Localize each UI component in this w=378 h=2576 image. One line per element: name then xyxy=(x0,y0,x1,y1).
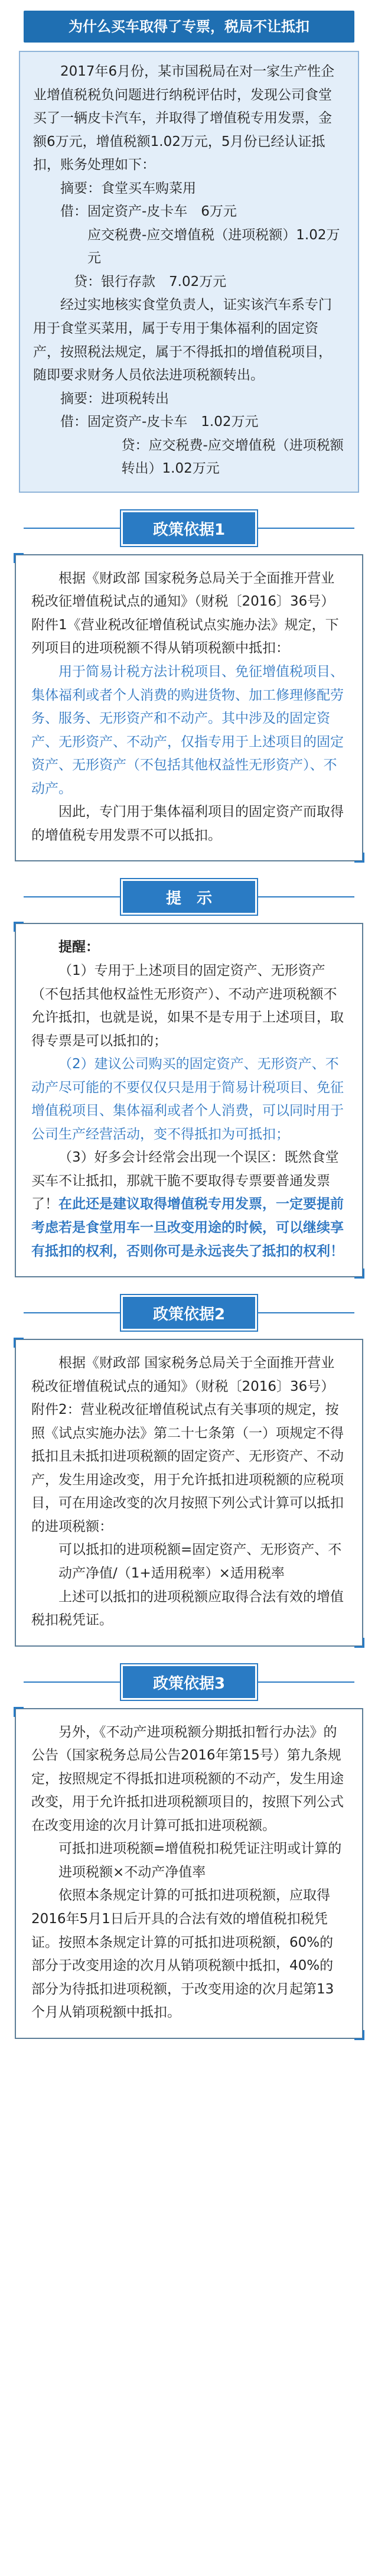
tips-heading-label: 提 示 xyxy=(121,879,257,915)
tips-heading xyxy=(0,879,378,915)
policy2-heading-label: 政策依据2 xyxy=(121,1295,257,1331)
policy3-formula: 可抵扣进项税额=增值税扣税凭证注明或计算的进项税额×不动产净值率 xyxy=(58,1841,342,1880)
policy2-heading xyxy=(0,1295,378,1331)
policy2-formula: 可以抵扣的进项税额=固定资产、无形资产、不动产净值/（1+适用税率）×适用税率 xyxy=(58,1542,342,1581)
policy3-box xyxy=(15,1708,363,2039)
policy3-paragraph-2: 依照本条规定计算的可抵扣进项税额，应取得2016年5月1日后开具的合法有效的增值税扣税凭证。按照本条规定计算的可抵扣进项税额，60%的部分于改变用途的次月从销项税额中抵扣，40%的部分为待抵扣进项税额，于改变用途的次月起第13个月从销项税额中抵扣。 xyxy=(31,1888,334,2021)
entry2-summary: 摘要：进项税转出 xyxy=(60,391,169,406)
tip-3-emphasis: 在此还是建议取得增值税专用发票，一定要提前考虑若是食堂用车一旦改变用途的时候，可以继续享有抵扣的权利，否则你可是永远丧失了抵扣的权利！ xyxy=(31,1196,344,1259)
policy3-paragraph-1: 另外，《不动产进项税额分期抵扣暂行办法》的公告（国家税务总局公告2016年第15号）第九条规定，按照规定不得抵扣进项税额的不动产，发生用途改变，用于允许抵扣进项税额项目的，按照下列公式在改变用途的次月计算可抵扣进项税额。 xyxy=(31,1724,344,1833)
policy3-heading-label: 政策依据3 xyxy=(121,1664,257,1700)
tip-3 xyxy=(31,1146,347,1263)
article-title: 为什么买车取得了专票，税局不让抵扣 xyxy=(24,11,354,43)
policy1-heading-label: 政策依据1 xyxy=(121,510,257,546)
policy2-paragraph-1: 根据《财政部 国家税务总局关于全面推开营业税改征增值税试点的通知》（财税〔2016〕36号）附件2：营业税改征增值税试点有关事项的规定，按照《试点实施办法》第二十七条第（一）项规定不得抵扣且未抵扣进项税额的固定资产、无形资产、不动产，发生用途改变，用于允许抵扣进项税额的应税项目，可在用途改变的次月按照下列公式计算可以抵扣的进项税额： xyxy=(31,1355,344,1534)
policy1-paragraph-2: 用于简易计税方法计税项目、免征增值税项目、集体福利或者个人消费的购进货物、加工修理修配劳务、服务、无形资产和不动产。其中涉及的固定资产、无形资产、不动产，仅指专用于上述项目的固定资产、无形资产（不包括其他权益性无形资产）、不动产。 xyxy=(31,664,344,796)
entry1-debit2: 应交税费-应交增值税（进项税额）1.02万元 xyxy=(87,227,340,266)
policy3-heading xyxy=(0,1664,378,1700)
entry1-credit: 贷：银行存款 7.02万元 xyxy=(74,274,227,290)
entry1-summary: 摘要：食堂买车购菜用 xyxy=(60,180,196,196)
tips-box xyxy=(15,923,363,1277)
policy2-paragraph-2: 上述可以抵扣的进项税额应取得合法有效的增值税扣税凭证。 xyxy=(31,1589,344,1628)
entry2-credit: 贷：应交税费-应交增值税（进项税额转出）1.02万元 xyxy=(121,437,344,477)
tip-2: （2）建议公司购买的固定资产、无形资产、不动产尽可能的不要仅仅只是用于简易计税项目、免征增值税项目、集体福利或者个人消费，可以同时用于公司生产经营活动，变不得抵扣为可抵扣； xyxy=(31,1056,344,1142)
tip-1: （1）专用于上述项目的固定资产、无形资产（不包括其他权益性无形资产）、不动产进项税额不允许抵扣，也就是说，如果不是专用于上述项目，取得专票是可以抵扣的； xyxy=(31,962,344,1049)
policy1-paragraph-1: 根据《财政部 国家税务总局关于全面推开营业税改征增值税试点的通知》（财税〔2016〕36号）附件1《营业税改征增值税试点实施办法》规定，下列项目的进项税额不得从销项税额中抵扣： xyxy=(31,570,339,656)
policy2-box xyxy=(15,1339,363,1647)
policy1-box xyxy=(15,554,363,862)
policy1-paragraph-3: 因此，专门用于集体福利项目的固定资产而取得的增值税专用发票不可以抵扣。 xyxy=(31,804,344,843)
entry2-debit: 借：固定资产-皮卡车 1.02万元 xyxy=(60,414,259,430)
entry1-debit: 借：固定资产-皮卡车 6万元 xyxy=(60,204,237,220)
tip-3-text: （3）好多会计经常会出现一个误区：既然食堂买车不让抵扣，那就干脆不要取得专票要普通发票了！ xyxy=(31,1150,339,1212)
case-intro: 2017年6月份，某市国税局在对一家生产性企业增值税税负问题进行纳税评估时，发现公司食堂买了一辆皮卡汽车，并取得了增值税专用发票，金额6万元，增值税额1.02万元，5月份已经认证抵扣，账务处理如下： xyxy=(33,64,335,173)
case-box xyxy=(19,51,359,493)
tips-label: 提醒： xyxy=(58,939,99,955)
policy1-heading xyxy=(0,510,378,546)
case-finding: 经过实地核实食堂负责人，证实该汽车系专门用于食堂买菜用，属于专用于集体福利的固定资产，按照税法规定，属于不得抵扣的增值税项目，随即要求财务人员依法进项税额转出。 xyxy=(33,297,332,383)
